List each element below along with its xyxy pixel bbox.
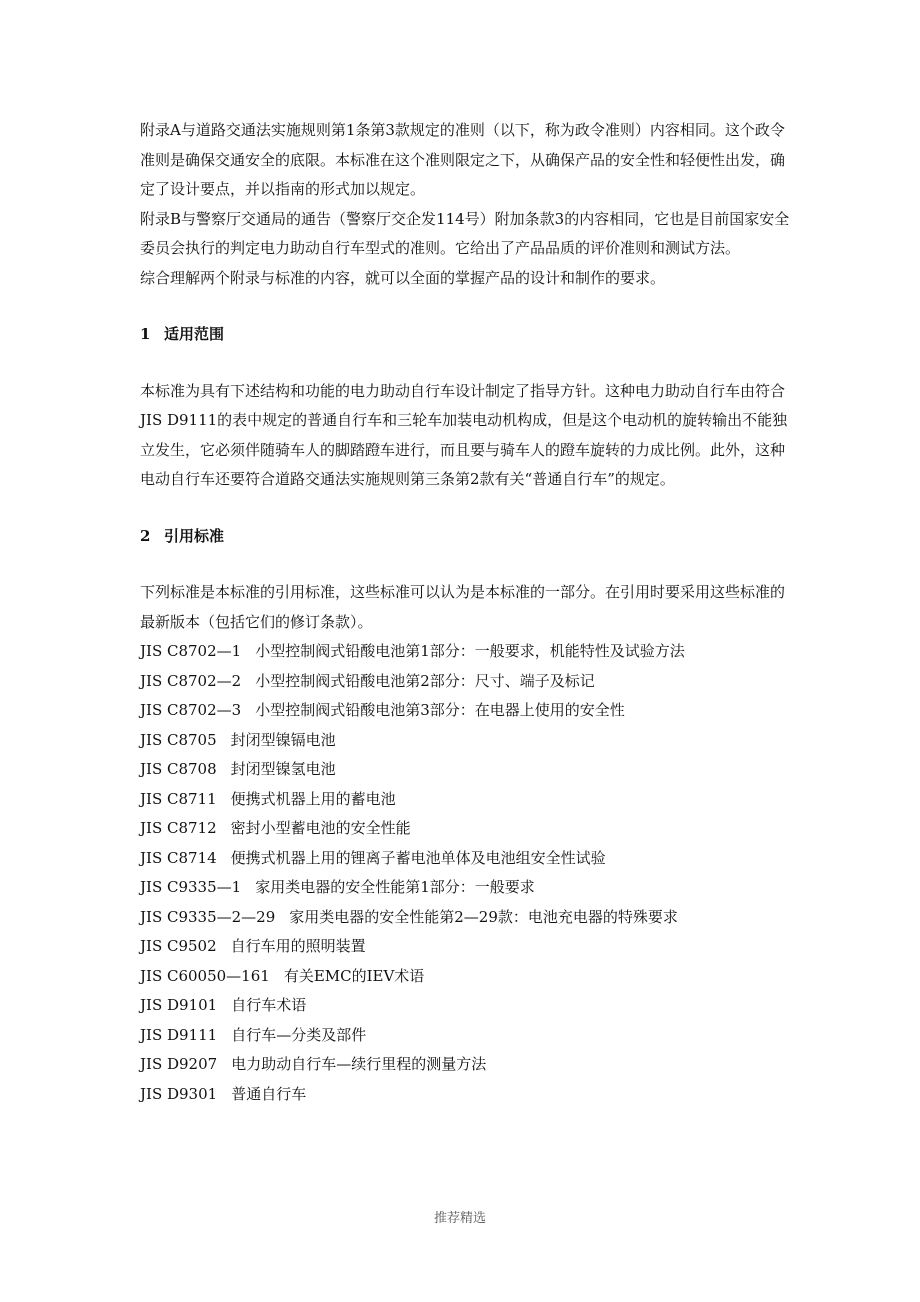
reference-item — [140, 1050, 790, 1080]
reference-item — [140, 814, 790, 844]
reference-code: JIS D9101 — [140, 996, 218, 1014]
reference-title: 便携式机器上用的锂离子蓄电池单体及电池组安全性试验 — [230, 848, 606, 867]
document-page — [140, 116, 790, 1109]
reference-item — [140, 1021, 790, 1051]
section-2-number: 2 — [140, 526, 151, 545]
section-2-body: 下列标准是本标准的引用标准，这些标准可以认为是本标准的一部分。在引用时要采用这些标准的最新版本（包括它们的修订条款）。 — [140, 583, 786, 631]
reference-code: JIS C8708 — [140, 760, 217, 778]
section-1-title: 适用范围 — [164, 325, 225, 343]
reference-title: 自行车用的照明装置 — [230, 937, 366, 955]
reference-code: JIS C8702—1 — [140, 642, 242, 660]
reference-code: JIS D9301 — [140, 1084, 218, 1103]
reference-code: JIS C8705 — [140, 730, 217, 749]
reference-item — [140, 844, 790, 874]
reference-title: 自行车—分类及部件 — [231, 1025, 367, 1044]
reference-title: 电力助动自行车—续行里程的测量方法 — [231, 1055, 487, 1073]
reference-code: JIS C60050—161 — [140, 966, 270, 985]
reference-item — [140, 637, 790, 667]
section-2-heading — [140, 522, 790, 552]
reference-title: 便携式机器上用的蓄电池 — [230, 789, 396, 808]
reference-title: 封闭型镍镉电池 — [230, 730, 336, 749]
reference-title: 小型控制阀式铅酸电池第3部分：在电器上使用的安全性 — [255, 701, 625, 719]
reference-item — [140, 991, 790, 1021]
intro-section — [140, 116, 790, 293]
reference-title: 小型控制阀式铅酸电池第1部分：一般要求，机能特性及试验方法 — [255, 642, 685, 660]
reference-item — [140, 1080, 790, 1110]
section-1-body: 本标准为具有下述结构和功能的电力助动自行车设计制定了指导方针。这种电力助动自行车由符合JIS D9111的表中规定的普通自行车和三轮车加装电动机构成，但是这个电动机的旋转输出不能独立发生，它必须伴随骑车人的脚踏蹬车进行，而且要与骑车人的蹬车旋转的力成比例。此外，这种电动自行车还要符合道路交通法实施规则第三条第2款有关“普通自行车”的规定。 — [140, 381, 788, 488]
reference-item — [140, 755, 790, 785]
reference-title: 自行车术语 — [231, 996, 307, 1014]
reference-code: JIS C8714 — [140, 848, 217, 867]
section-1-heading — [140, 320, 790, 350]
reference-title: 小型控制阀式铅酸电池第2部分：尺寸、端子及标记 — [255, 671, 595, 690]
reference-item — [140, 696, 790, 726]
reference-item — [140, 903, 790, 933]
reference-item — [140, 962, 790, 992]
reference-code: JIS C9335—2—29 — [140, 907, 276, 926]
reference-item — [140, 873, 790, 903]
reference-item — [140, 785, 790, 815]
reference-code: JIS C9502 — [140, 937, 217, 955]
reference-code: JIS C9335—1 — [140, 878, 242, 896]
reference-title: 封闭型镍氢电池 — [230, 760, 336, 778]
reference-code: JIS C8702—3 — [140, 701, 242, 719]
reference-item — [140, 667, 790, 697]
reference-list — [140, 637, 790, 1109]
intro-paragraph-2: 附录B与警察厅交通局的通告（警察厅交企发114号）附加条款3的内容相同，它也是目前国家安全委员会执行的判定电力助动自行车型式的准则。它给出了产品品质的评价准则和测试方法。 — [140, 209, 790, 257]
reference-code: JIS D9207 — [140, 1055, 218, 1073]
reference-item — [140, 932, 790, 962]
reference-code: JIS C8711 — [140, 789, 217, 808]
reference-title: 家用类电器的安全性能第1部分：一般要求 — [255, 878, 535, 896]
reference-title: 有关EMC的IEV术语 — [283, 966, 425, 985]
reference-code: JIS C8702—2 — [140, 671, 242, 690]
reference-title: 家用类电器的安全性能第2—29款：电池充电器的特殊要求 — [289, 907, 678, 926]
reference-code: JIS C8712 — [140, 819, 217, 837]
intro-paragraph-3: 综合理解两个附录与标准的内容，就可以全面的掌握产品的设计和制作的要求。 — [140, 268, 666, 287]
section-2-title: 引用标准 — [164, 526, 225, 545]
reference-title: 普通自行车 — [231, 1084, 307, 1103]
reference-title: 密封小型蓄电池的安全性能 — [230, 819, 411, 837]
reference-code: JIS D9111 — [140, 1025, 218, 1044]
reference-item — [140, 726, 790, 756]
section-1-number: 1 — [140, 325, 151, 343]
page-footer: 推荐精选 — [433, 1211, 486, 1226]
intro-paragraph-1: 附录A与道路交通法实施规则第1条第3款规定的准则（以下，称为政令准则）内容相同。这个政令准则是确保交通安全的底限。本标准在这个准则限定之下，从确保产品的安全性和轻便性出发，确定了设计要点，并以指南的形式加以规定。 — [140, 121, 786, 198]
